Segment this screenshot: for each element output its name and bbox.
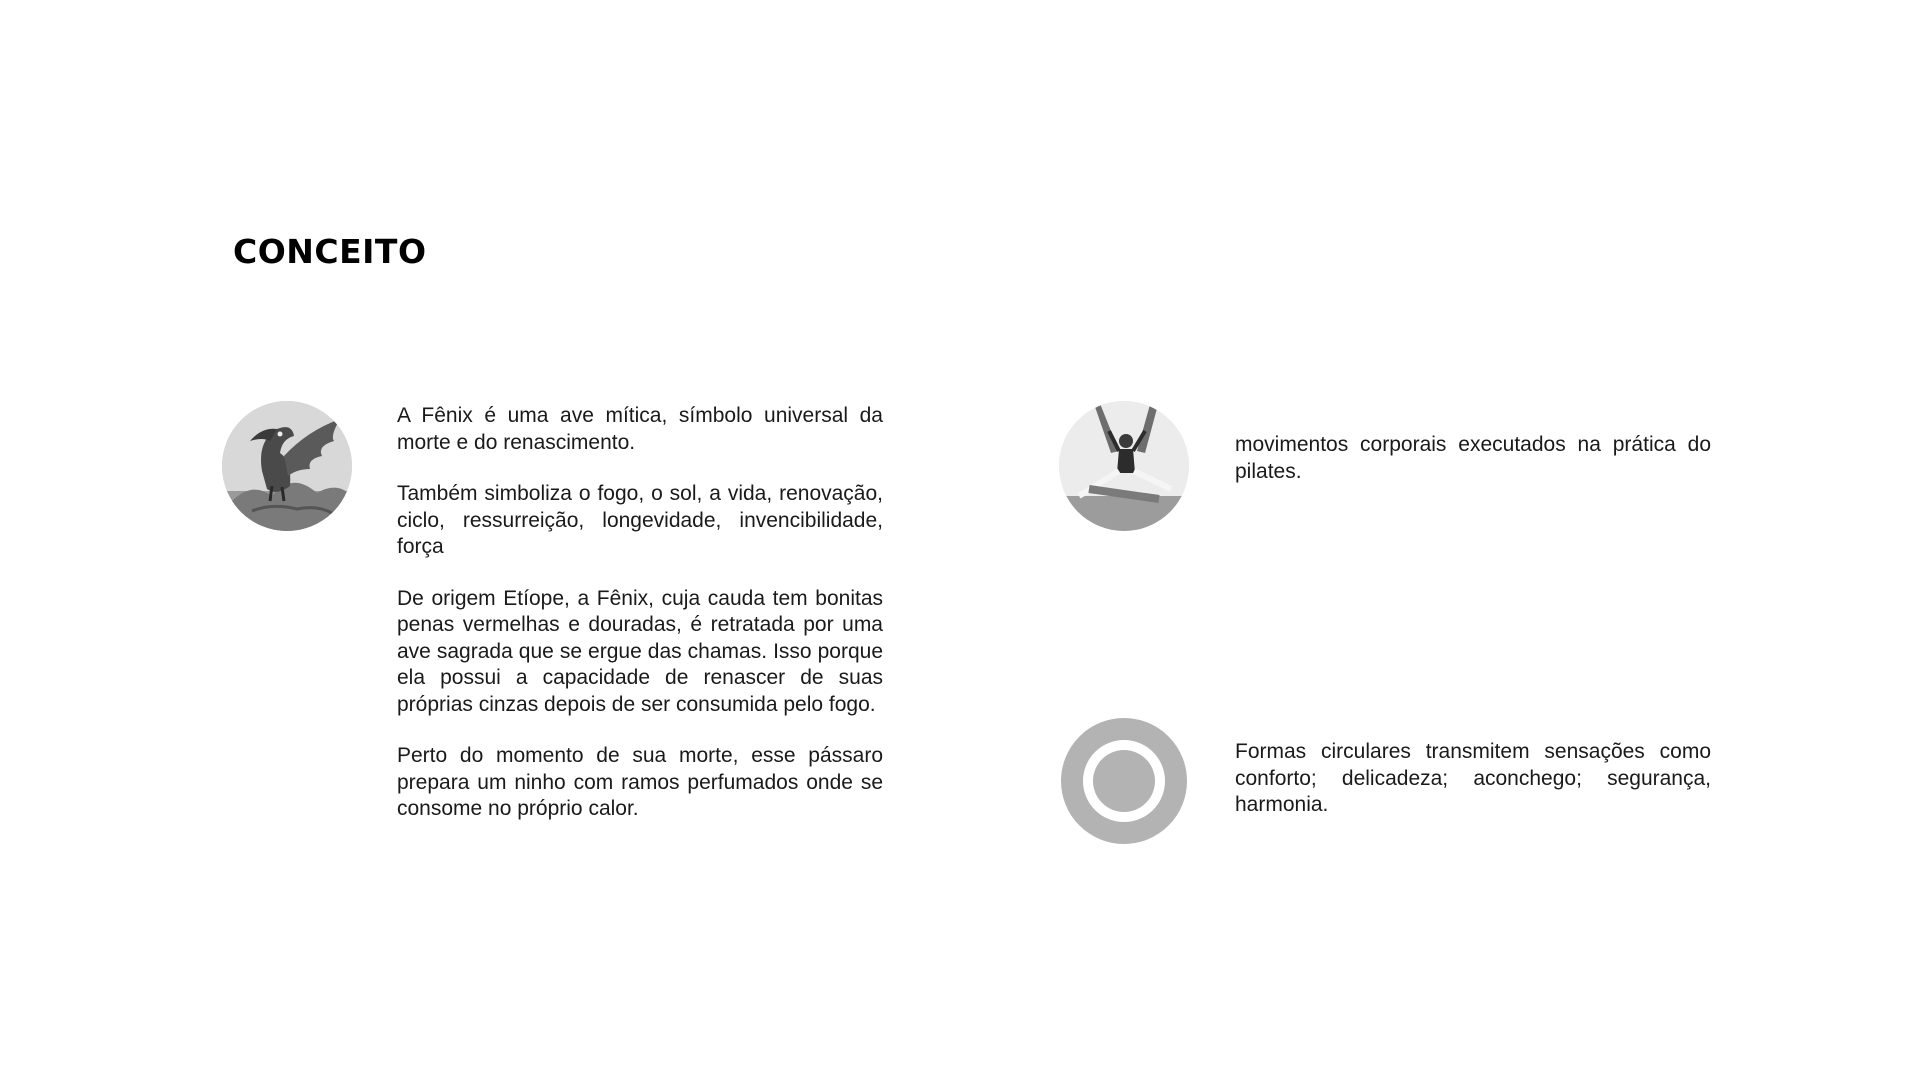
concentric-circle-icon [1059, 716, 1189, 846]
circles-paragraph: Formas circulares transmitem sensações como conforto; delicadeza; aconchego; segurança, harmonia. [1235, 740, 1711, 816]
phoenix-paragraph-2: Também simboliza o fogo, o sol, a vida, renovação, ciclo, ressurreição, longevidade, invencibilidade, força [397, 482, 883, 558]
phoenix-description [397, 403, 883, 823]
pilates-icon [1059, 401, 1189, 531]
pilates-paragraph: movimentos corporais executados na prática do pilates. [1235, 433, 1711, 483]
ring-icon [1059, 716, 1189, 846]
circles-description [1235, 739, 1711, 819]
page-title: CONCEITO [233, 232, 427, 271]
phoenix-paragraph-1: A Fênix é uma ave mítica, símbolo universal da morte e do renascimento. [397, 404, 883, 454]
pilates-description [1235, 432, 1711, 485]
phoenix-paragraph-4: Perto do momento de sua morte, esse pássaro prepara um ninho com ramos perfumados onde se consome no próprio calor. [397, 744, 883, 820]
phoenix-icon [222, 401, 352, 531]
phoenix-paragraph-3: De origem Etíope, a Fênix, cuja cauda tem bonitas penas vermelhas e douradas, é retratada por uma ave sagrada que se ergue das chamas. Isso porque ela possui a capacidade de renascer de suas próprias cinzas depois de ser consumida pelo fogo. [397, 586, 883, 716]
pilates-image [1059, 401, 1189, 531]
phoenix-image [222, 401, 352, 531]
